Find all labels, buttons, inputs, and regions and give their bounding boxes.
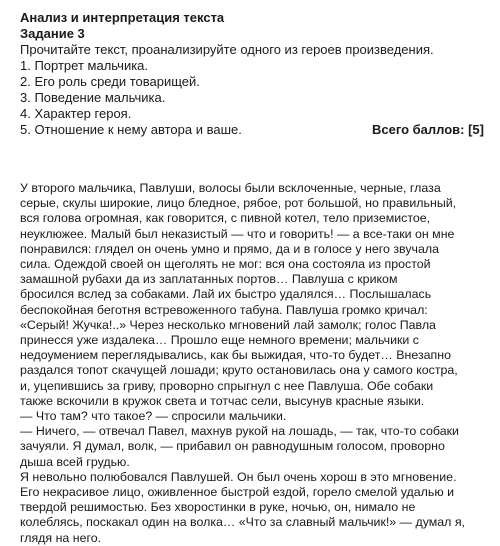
passage-line: зачуяли. Я думал, волк, — прибавил он равнодушным голосом, проворно xyxy=(20,439,445,454)
passage-line: и, уцепившись за гриву, проворно спрыгнул с нее Павлуша. Обе собаки xyxy=(20,378,434,393)
passage-line: Я невольно полюбовался Павлушей. Он был очень хорош в это мгновение. xyxy=(20,469,457,484)
passage-line: твердой решимостью. Без хворостинки в руке, ночью, он, нимало не xyxy=(20,500,416,515)
passage-line: принесся уже издалека… Прошло еще немного времени; мальчики с xyxy=(20,333,419,348)
passage-line: также вскочили в кружок света и тотчас сели, высунув красные языки. xyxy=(20,393,425,408)
passage-line: вся голова огромная, как говорится, с пивной котел, тело приземистое, xyxy=(20,211,431,226)
passage-line: серые, скулы широкие, лицо бледное, рябое, рот большой, но правильный, xyxy=(20,196,457,211)
passage-line: беспокойная беготня встревоженного табуна. Павлуша громко кричал: xyxy=(20,302,428,317)
task-item: 5. Отношение к нему автора и ваше. xyxy=(20,122,242,137)
section-title: Анализ и интерпретация текста xyxy=(20,10,225,25)
passage-line: глядя на него. xyxy=(20,530,102,545)
passage-line: сила. Одеждой своей он щеголять не мог: вся она состояла из простой xyxy=(20,257,431,272)
passage-line: У второго мальчика, Павлуши, волосы были всклоченные, черные, глаза xyxy=(20,181,441,195)
passage-line: бросился вслед за собаками. Лай их быстро удалялся… Послышалась xyxy=(20,287,432,302)
task-item: 3. Поведение мальчика. xyxy=(20,90,166,105)
passage-line: — Ничего, — отвечал Павел, махнув рукой на лошадь, — так, что-то собаки xyxy=(20,424,459,439)
passage-line: Его некрасивое лицо, оживленное быстрой ездой, горело смелой удалью и xyxy=(20,485,454,500)
passage-line: недоумением переглядывались, как бы выжидая, что-то будет… Внезапно xyxy=(20,348,452,363)
passage-line: — Что там? что такое? — спросили мальчики. xyxy=(20,409,287,424)
passage-line: «Серый! Жучка!..» Через несколько мгновений лай замолк; голос Павла xyxy=(20,317,436,332)
passage-line: дыша всей грудью. xyxy=(20,454,130,469)
task-item: 1. Портрет мальчика. xyxy=(20,58,149,73)
passage-line: понравился: глядел он очень умно и прямо, да и в голосе у него звучала xyxy=(20,241,439,256)
passage-line: замашной рубахи да из заплатанных портов… Павлуша с криком xyxy=(20,272,398,287)
passage-text xyxy=(20,181,484,546)
passage-line: колеблясь, поскакал один на волка… «Что за славный мальчик!» — думал я, xyxy=(20,515,465,530)
task-item: 2. Его роль среди товарищей. xyxy=(20,74,200,89)
passage-line: раздался топот скачущей лошади; круто остановилась она у самого костра, xyxy=(20,363,458,378)
task-instruction: Прочитайте текст, проанализируйте одного из героев произведения. xyxy=(20,42,434,57)
task-title: Задание 3 xyxy=(20,26,85,41)
task-item: 4. Характер героя. xyxy=(20,106,132,121)
task-item-row xyxy=(20,122,484,138)
total-score: Всего баллов: [5] xyxy=(371,122,484,137)
task-header xyxy=(20,10,484,138)
passage-line: неуклюжее. Малый был неказистый — что и говорить! — а все-таки он мне xyxy=(20,226,455,241)
